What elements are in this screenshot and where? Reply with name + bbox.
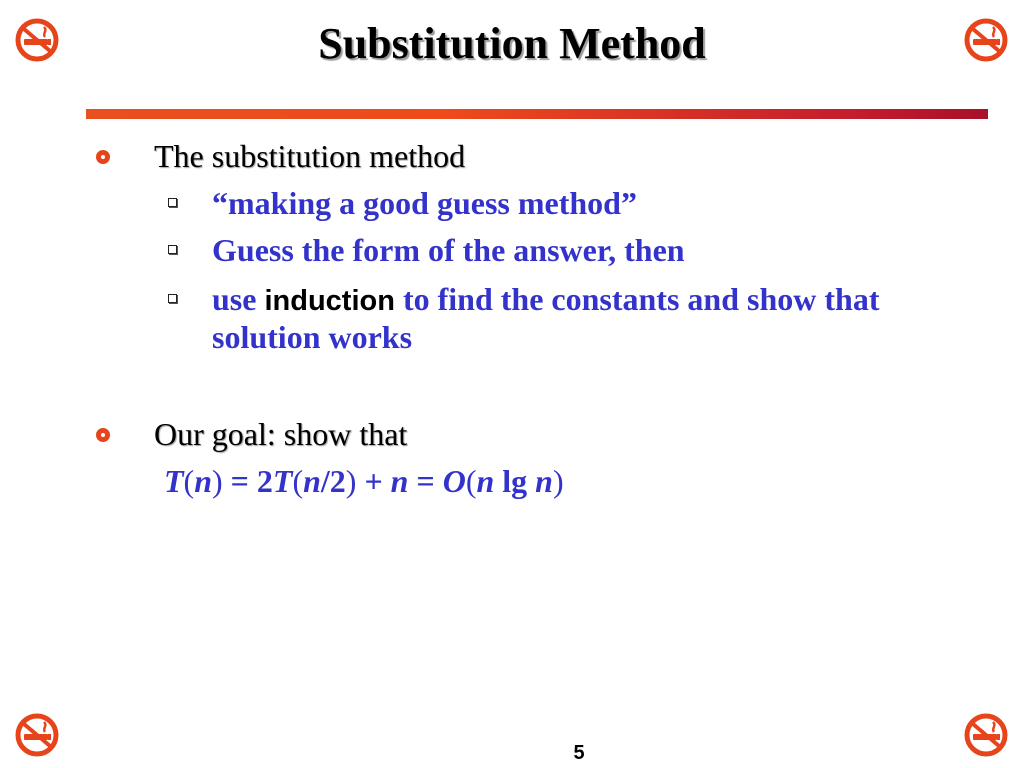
square-bullet-icon	[168, 245, 177, 254]
sub-bullet-text-after: to find the constants and show that solution works	[212, 281, 880, 355]
page-number: 5	[573, 742, 585, 764]
title-divider	[86, 109, 988, 119]
sub-bullet-text: “making a good guess method”	[212, 185, 637, 221]
induction-term: induction	[264, 285, 395, 317]
bullet-label: Our goal: show that	[154, 416, 408, 452]
sub-bullet-induction	[168, 281, 968, 361]
sub-bullet-guess-form	[168, 232, 968, 272]
slide-title: Substitution Method	[318, 19, 706, 68]
ring-bullet-icon	[96, 150, 110, 164]
sub-bullet-text: Guess the form of the answer, then	[212, 232, 685, 268]
square-bullet-icon	[168, 294, 177, 303]
sub-bullet-text	[212, 281, 972, 355]
sub-bullet-guess	[168, 185, 968, 225]
sub-bullet-text-before: use	[212, 281, 265, 317]
bullet-label: The substitution method	[154, 138, 466, 174]
square-bullet-icon	[168, 198, 177, 207]
recurrence-formula: T(n) = 2T(n/2) + n = O(n lg n)	[164, 463, 564, 499]
bullet-substitution-method	[96, 138, 956, 178]
ring-bullet-icon	[96, 428, 110, 442]
bullet-our-goal	[96, 416, 956, 456]
